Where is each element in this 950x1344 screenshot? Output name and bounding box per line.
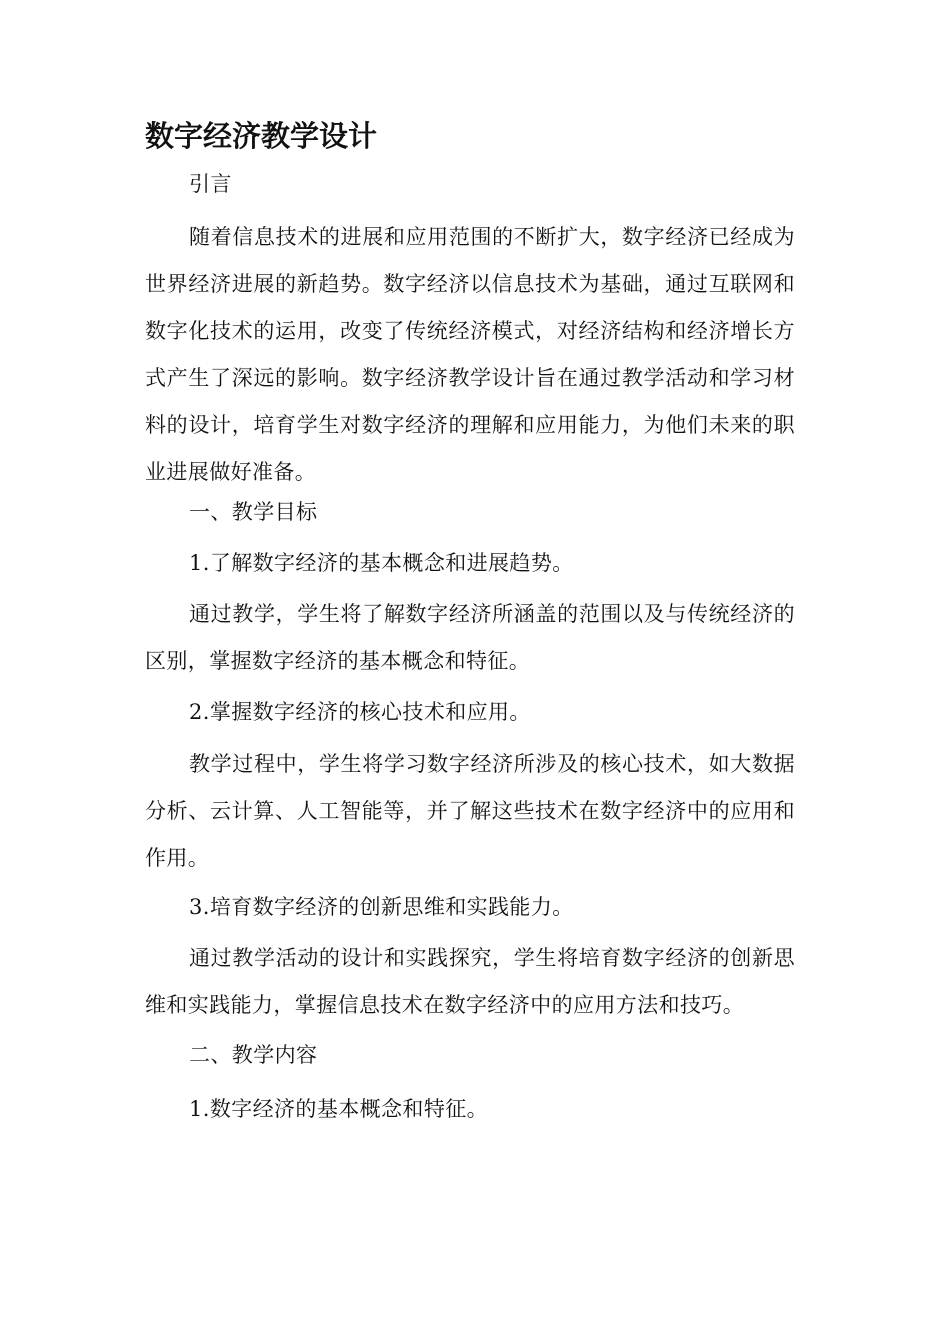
goal-2-paragraph: 教学过程中，学生将学习数字经济所涉及的核心技术，如大数据分析、云计算、人工智能等，并了解这些技术在数字经济中的应用和作用。 xyxy=(145,752,795,870)
section-heading-teaching-goals: 一、教学目标 xyxy=(189,500,318,524)
document-title: 数字经济教学设计 xyxy=(145,119,378,153)
intro-paragraph: 随着信息技术的进展和应用范围的不断扩大，数字经济已经成为世界经济进展的新趋势。数字经济以信息技术为基础，通过互联网和数字化技术的运用，改变了传统经济模式，对经济结构和经济增长方式产生了深远的影响。数字经济教学设计旨在通过教学活动和学习材料的设计，培育学生对数字经济的理解和应用能力，为他们未来的职业进展做好准备。 xyxy=(145,225,795,484)
goal-3-paragraph: 通过教学活动的设计和实践探究，学生将培育数字经济的创新思维和实践能力，掌握信息技术在数字经济中的应用方法和技巧。 xyxy=(145,946,795,1017)
goal-2-heading: 2.掌握数字经济的核心技术和应用。 xyxy=(189,700,531,724)
goal-3-heading: 3.培育数字经济的创新思维和实践能力。 xyxy=(189,895,574,919)
section-heading-teaching-content: 二、教学内容 xyxy=(189,1043,318,1067)
intro-heading: 引言 xyxy=(189,172,232,196)
goal-1-paragraph: 通过教学，学生将了解数字经济所涵盖的范围以及与传统经济的区别，掌握数字经济的基本概念和特征。 xyxy=(145,602,795,673)
content-1-heading: 1.数字经济的基本概念和特征。 xyxy=(189,1097,489,1121)
goal-1-heading: 1.了解数字经济的基本概念和进展趋势。 xyxy=(189,551,574,575)
